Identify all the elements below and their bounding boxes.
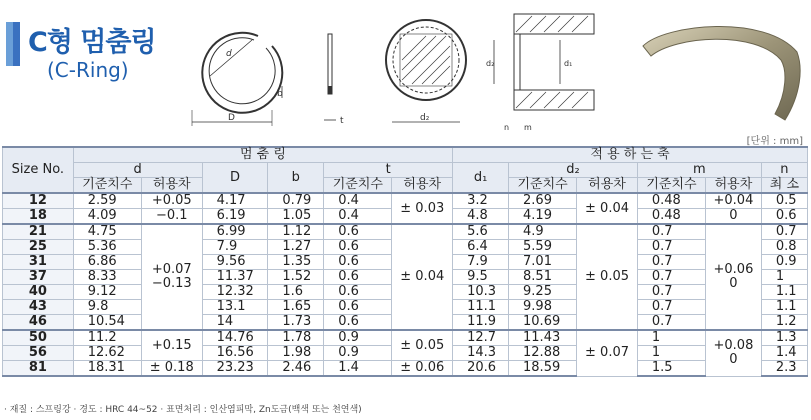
cell-d1: 20.6 <box>453 361 509 377</box>
c-ring-spec-table <box>2 146 808 377</box>
cell-b: 0.79 <box>268 193 324 209</box>
cell-size: 81 <box>3 361 74 377</box>
cell-d: 12.62 <box>73 346 141 361</box>
cell-t: 0.6 <box>324 300 392 315</box>
label-d: d <box>226 49 232 59</box>
page-title: C형 멈춤링 <box>28 27 156 58</box>
cell-t: 0.4 <box>324 209 392 225</box>
cell-d2: 4.19 <box>509 209 577 225</box>
cell-b: 1.52 <box>268 270 324 285</box>
cell-d2: 8.51 <box>509 270 577 285</box>
header-d2: d₂ <box>509 163 638 178</box>
d-tol-plus: +0.07 <box>151 262 192 277</box>
label-b: b <box>277 89 283 99</box>
cell-t: 0.6 <box>324 255 392 270</box>
cell-n: 1 <box>761 270 807 285</box>
cell-n: 0.7 <box>761 224 807 240</box>
cell-D: 13.1 <box>202 300 268 315</box>
cell-D: 12.32 <box>202 285 268 300</box>
cell-m-tol: 0 <box>706 209 762 225</box>
cell-d-tol: +0.15 <box>141 330 202 361</box>
cell-b: 2.46 <box>268 361 324 377</box>
label-n: n <box>504 123 510 132</box>
cell-n: 0.8 <box>761 240 807 255</box>
cell-size: 21 <box>3 224 74 240</box>
cell-d2: 12.88 <box>509 346 577 361</box>
table-row <box>3 224 808 240</box>
cell-d: 4.75 <box>73 224 141 240</box>
cell-b: 1.73 <box>268 315 324 331</box>
cell-d2-tol: ± 0.04 <box>577 193 638 224</box>
cell-d2: 18.59 <box>509 361 577 377</box>
cell-size: 37 <box>3 270 74 285</box>
cell-d2: 7.01 <box>509 255 577 270</box>
cell-d2: 11.43 <box>509 330 577 346</box>
cell-t: 0.6 <box>324 270 392 285</box>
cell-D: 11.37 <box>202 270 268 285</box>
cell-size: 50 <box>3 330 74 346</box>
cell-t: 0.6 <box>324 240 392 255</box>
header-b: b <box>268 163 324 194</box>
cell-size: 40 <box>3 285 74 300</box>
cell-t-tol: ± 0.06 <box>392 361 453 377</box>
cell-d: 10.54 <box>73 315 141 331</box>
cell-size: 31 <box>3 255 74 270</box>
cell-d-tol: ± 0.18 <box>141 361 202 377</box>
cell-d2-tol: ± 0.05 <box>577 224 638 330</box>
cell-d2: 9.98 <box>509 300 577 315</box>
c-ring-side-drawing <box>318 30 358 130</box>
table-row <box>3 193 808 209</box>
header-d-nominal: 기준치수 <box>73 178 141 194</box>
header-d2-nominal: 기준치수 <box>509 178 577 194</box>
cell-d: 18.31 <box>73 361 141 377</box>
cell-m: 1 <box>637 346 705 361</box>
cell-d1: 12.7 <box>453 330 509 346</box>
cell-d: 9.12 <box>73 285 141 300</box>
cell-t: 0.9 <box>324 330 392 346</box>
cell-d1: 7.9 <box>453 255 509 270</box>
cell-t: 0.9 <box>324 346 392 361</box>
cell-d-tol: +0.05 <box>141 193 202 209</box>
cell-n: 1.4 <box>761 346 807 361</box>
cell-b: 1.12 <box>268 224 324 240</box>
header-n: n <box>761 163 807 178</box>
cell-d2: 9.25 <box>509 285 577 300</box>
m-tol-minus: 0 <box>729 276 738 291</box>
cell-t-tol: ± 0.04 <box>392 224 453 330</box>
cell-n: 0.6 <box>761 209 807 225</box>
cell-n: 1.1 <box>761 300 807 315</box>
material-footnote: · 재질 : 스프링강 · 경도 : HRC 44~52 · 표면처리 : 인산염피막, Zn도금(백색 또는 천연색) <box>4 405 362 415</box>
cell-d1: 10.3 <box>453 285 509 300</box>
cell-size: 56 <box>3 346 74 361</box>
header-size-no: Size No. <box>3 147 74 193</box>
cell-m: 0.7 <box>637 240 705 255</box>
m-tol-plus: +0.06 <box>713 262 754 277</box>
header-t-nominal: 기준치수 <box>324 178 392 194</box>
cell-D: 6.19 <box>202 209 268 225</box>
label-t: t <box>340 116 344 126</box>
cell-n: 1.3 <box>761 330 807 346</box>
label-m: m <box>524 123 532 132</box>
cell-size: 43 <box>3 300 74 315</box>
cell-n: 2.3 <box>761 361 807 377</box>
cell-d2: 5.59 <box>509 240 577 255</box>
cell-m-tol <box>706 224 762 330</box>
cell-D: 6.99 <box>202 224 268 240</box>
cell-m: 0.7 <box>637 300 705 315</box>
header-group-shaft: 적 용 하 는 축 <box>453 147 808 163</box>
m-tol-plus: +0.08 <box>713 338 754 354</box>
header-n-min: 최 소 <box>761 178 807 194</box>
header-d1: d₁ <box>453 163 509 194</box>
cell-m: 1 <box>637 330 705 346</box>
cell-D: 4.17 <box>202 193 268 209</box>
cell-d1: 5.6 <box>453 224 509 240</box>
header-m-nominal: 기준치수 <box>637 178 705 194</box>
m-tol-minus: 0 <box>729 352 738 368</box>
cell-b: 1.35 <box>268 255 324 270</box>
cell-d: 4.09 <box>73 209 141 225</box>
ring-on-shaft-drawing <box>380 10 480 135</box>
unit-note: [단위 : mm] <box>746 136 803 147</box>
cell-d1: 6.4 <box>453 240 509 255</box>
cell-t: 0.6 <box>324 315 392 331</box>
cell-d-tol: −0.1 <box>141 209 202 225</box>
cell-b: 1.27 <box>268 240 324 255</box>
cell-m: 1.5 <box>637 361 705 377</box>
cell-d1: 4.8 <box>453 209 509 225</box>
cell-d2-tol: ± 0.07 <box>577 330 638 376</box>
header-m: m <box>637 163 761 178</box>
cell-d: 9.8 <box>73 300 141 315</box>
cell-size: 46 <box>3 315 74 331</box>
cell-m: 0.7 <box>637 315 705 331</box>
page-subtitle: (C-Ring) <box>47 58 129 82</box>
title-accent-bar-dark <box>13 22 20 66</box>
cell-d: 8.33 <box>73 270 141 285</box>
table-row <box>3 330 808 346</box>
header-t: t <box>324 163 453 178</box>
cell-m: 0.7 <box>637 270 705 285</box>
c-ring-product-photo <box>625 8 807 130</box>
cell-d1: 3.2 <box>453 193 509 209</box>
header-group-ring: 멈 춤 링 <box>73 147 452 163</box>
cell-b: 1.98 <box>268 346 324 361</box>
label-d1: d₁ <box>564 59 573 68</box>
label-D: D <box>228 113 235 123</box>
cell-n: 0.5 <box>761 193 807 209</box>
cell-d2: 2.69 <box>509 193 577 209</box>
cell-t: 0.6 <box>324 224 392 240</box>
cell-D: 14 <box>202 315 268 331</box>
cell-d1: 11.9 <box>453 315 509 331</box>
cell-D: 23.23 <box>202 361 268 377</box>
cell-m: 0.48 <box>637 209 705 225</box>
cell-d2: 4.9 <box>509 224 577 240</box>
cell-n: 0.9 <box>761 255 807 270</box>
d-tol-minus: −0.13 <box>151 276 192 291</box>
cell-size: 12 <box>3 193 74 209</box>
cell-d: 2.59 <box>73 193 141 209</box>
label-d2-side: d₂ <box>486 59 495 68</box>
cell-d1: 11.1 <box>453 300 509 315</box>
cell-t-tol: ± 0.05 <box>392 330 453 361</box>
cell-d1: 14.3 <box>453 346 509 361</box>
cell-m: 0.7 <box>637 224 705 240</box>
cell-d2: 10.69 <box>509 315 577 331</box>
label-d2: d₂ <box>420 113 430 123</box>
header-d-tolerance: 허용차 <box>141 178 202 194</box>
header-d: d <box>73 163 202 178</box>
cell-size: 18 <box>3 209 74 225</box>
header-t-tolerance: 허용차 <box>392 178 453 194</box>
cell-t: 0.6 <box>324 285 392 300</box>
cell-D: 16.56 <box>202 346 268 361</box>
cell-m: 0.7 <box>637 255 705 270</box>
cell-t: 1.4 <box>324 361 392 377</box>
shaft-groove-section-drawing <box>486 10 601 135</box>
table-row <box>3 361 808 377</box>
cell-m: 0.48 <box>637 193 705 209</box>
c-ring-front-drawing <box>180 18 290 130</box>
cell-n: 1.1 <box>761 285 807 300</box>
cell-d: 11.2 <box>73 330 141 346</box>
cell-d1: 9.5 <box>453 270 509 285</box>
header-D: D <box>202 163 268 194</box>
cell-t: 0.4 <box>324 193 392 209</box>
cell-d: 6.86 <box>73 255 141 270</box>
cell-m-tol <box>706 330 762 376</box>
cell-d: 5.36 <box>73 240 141 255</box>
header-m-tolerance: 허용차 <box>706 178 762 194</box>
cell-m: 0.7 <box>637 285 705 300</box>
header-d2-tolerance: 허용차 <box>577 178 638 194</box>
cell-D: 14.76 <box>202 330 268 346</box>
cell-b: 1.78 <box>268 330 324 346</box>
cell-n: 1.2 <box>761 315 807 331</box>
cell-d-tol <box>141 224 202 330</box>
cell-b: 1.6 <box>268 285 324 300</box>
cell-D: 7.9 <box>202 240 268 255</box>
cell-D: 9.56 <box>202 255 268 270</box>
cell-m-tol: +0.04 <box>706 193 762 209</box>
cell-t-tol: ± 0.03 <box>392 193 453 224</box>
cell-b: 1.65 <box>268 300 324 315</box>
cell-size: 25 <box>3 240 74 255</box>
cell-b: 1.05 <box>268 209 324 225</box>
